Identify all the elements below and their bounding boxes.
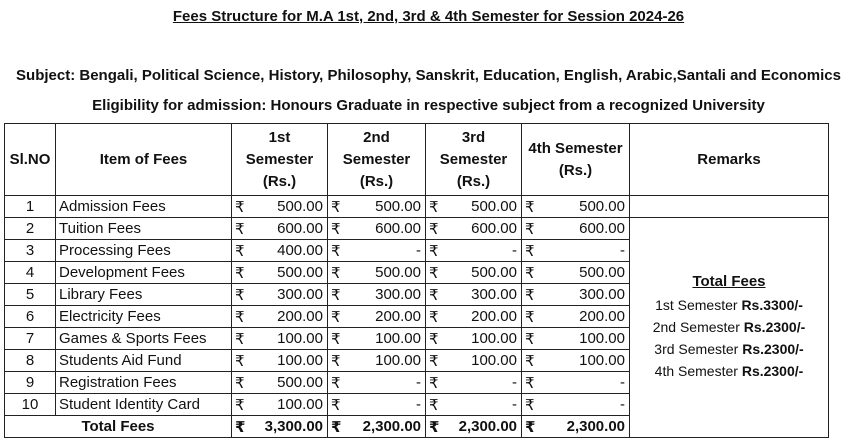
table-row	[5, 218, 829, 240]
row-amount-s3: 100.00	[452, 350, 522, 372]
row-sl: 7	[5, 328, 56, 350]
rupee-icon: ₹	[232, 372, 258, 394]
row-amount-s3: -	[452, 394, 522, 416]
rupee-icon: ₹	[522, 328, 548, 350]
row-sl: 10	[5, 394, 56, 416]
remarks-heading: Total Fees	[692, 273, 766, 290]
header-sem3-text: 3rd Semester (Rs.)	[439, 128, 508, 190]
rupee-icon: ₹	[328, 416, 354, 438]
rupee-icon: ₹	[522, 416, 548, 438]
row-amount-s4: 600.00	[548, 218, 630, 240]
rupee-icon: ₹	[328, 372, 354, 394]
rupee-icon: ₹	[232, 306, 258, 328]
rupee-icon: ₹	[232, 196, 258, 218]
rupee-icon: ₹	[232, 416, 258, 438]
remarks-line	[630, 316, 828, 338]
row-amount-s4: -	[548, 372, 630, 394]
row-amount-s1: 200.00	[258, 306, 328, 328]
row-amount-s2: -	[354, 240, 426, 262]
row-item: Student Identity Card	[56, 394, 232, 416]
header-item: Item of Fees	[56, 124, 232, 196]
row-amount-s3: 500.00	[452, 262, 522, 284]
rupee-icon: ₹	[328, 262, 354, 284]
row-item: Games & Sports Fees	[56, 328, 232, 350]
row-amount-s1: 400.00	[258, 240, 328, 262]
row-amount-s3: 500.00	[452, 196, 522, 218]
rupee-icon: ₹	[426, 240, 452, 262]
row-amount-s1: 500.00	[258, 196, 328, 218]
rupee-icon: ₹	[426, 372, 452, 394]
row-sl: 6	[5, 306, 56, 328]
header-sem4-text: 4th Semester (Rs.)	[528, 139, 623, 179]
row-amount-s1: 100.00	[258, 350, 328, 372]
rupee-icon: ₹	[328, 394, 354, 416]
row-amount-s2: 100.00	[354, 350, 426, 372]
total-label: Total Fees	[5, 416, 232, 438]
row-amount-s4: 100.00	[548, 328, 630, 350]
row-item: Registration Fees	[56, 372, 232, 394]
rupee-icon: ₹	[426, 416, 452, 438]
row-sl: 3	[5, 240, 56, 262]
row-item: Tuition Fees	[56, 218, 232, 240]
table-row	[5, 196, 829, 218]
rupee-icon: ₹	[522, 240, 548, 262]
remarks-semester-amount: Rs.3300/-	[741, 297, 803, 313]
rupee-icon: ₹	[232, 284, 258, 306]
header-sem2	[328, 124, 426, 196]
row-amount-s1: 500.00	[258, 372, 328, 394]
rupee-icon: ₹	[328, 306, 354, 328]
rupee-icon: ₹	[232, 328, 258, 350]
row-amount-s1: 100.00	[258, 394, 328, 416]
row-amount-s1: 100.00	[258, 328, 328, 350]
row-sl: 4	[5, 262, 56, 284]
total-amount-s2: 2,300.00	[354, 416, 426, 438]
header-sem3	[426, 124, 522, 196]
remarks-semester-label: 1st Semester	[655, 297, 738, 313]
row-amount-s3: 100.00	[452, 328, 522, 350]
rupee-icon: ₹	[522, 306, 548, 328]
row-amount-s4: 500.00	[548, 196, 630, 218]
remarks-semester-amount: Rs.2300/-	[742, 341, 804, 357]
row-amount-s3: -	[452, 240, 522, 262]
row-sl: 1	[5, 196, 56, 218]
rupee-icon: ₹	[426, 350, 452, 372]
row-item: Processing Fees	[56, 240, 232, 262]
row-amount-s4: -	[548, 240, 630, 262]
row-amount-s2: 200.00	[354, 306, 426, 328]
header-row	[5, 124, 829, 196]
header-sem1-text: 1st Semester (Rs.)	[245, 128, 314, 190]
row-sl: 5	[5, 284, 56, 306]
rupee-icon: ₹	[522, 262, 548, 284]
remarks-semester-label: 4th Semester	[654, 363, 738, 379]
rupee-icon: ₹	[328, 240, 354, 262]
row-amount-s3: 600.00	[452, 218, 522, 240]
row-item: Library Fees	[56, 284, 232, 306]
rupee-icon: ₹	[522, 196, 548, 218]
header-remarks: Remarks	[630, 124, 829, 196]
row-amount-s4: 100.00	[548, 350, 630, 372]
remarks-semester-label: 3rd Semester	[654, 341, 739, 357]
row-amount-s2: 500.00	[354, 262, 426, 284]
remarks-line	[630, 360, 828, 382]
fees-table	[4, 123, 829, 438]
row-amount-s3: -	[452, 372, 522, 394]
total-amount-s4: 2,300.00	[548, 416, 630, 438]
rupee-icon: ₹	[328, 328, 354, 350]
total-amount-s3: 2,300.00	[452, 416, 522, 438]
subject-line: Subject: Bengali, Political Science, History, Philosophy, Sanskrit, Education, English, Arabic,Santali and Economics	[16, 67, 841, 84]
row-amount-s2: -	[354, 394, 426, 416]
header-sem4	[522, 124, 630, 196]
rupee-icon: ₹	[232, 350, 258, 372]
rupee-icon: ₹	[522, 394, 548, 416]
rupee-icon: ₹	[328, 284, 354, 306]
eligibility-line: Eligibility for admission: Honours Graduate in respective subject from a recognized University	[92, 97, 765, 114]
row-amount-s2: -	[354, 372, 426, 394]
remarks-cell	[630, 218, 829, 438]
remarks-line	[630, 338, 828, 360]
row-amount-s1: 300.00	[258, 284, 328, 306]
rupee-icon: ₹	[522, 350, 548, 372]
row-amount-s2: 100.00	[354, 328, 426, 350]
header-sem2-text: 2nd Semester (Rs.)	[342, 128, 411, 190]
rupee-icon: ₹	[426, 306, 452, 328]
rupee-icon: ₹	[232, 240, 258, 262]
page-title: Fees Structure for M.A 1st, 2nd, 3rd & 4th Semester for Session 2024-26	[172, 8, 685, 25]
row-amount-s2: 600.00	[354, 218, 426, 240]
row-amount-s4: 500.00	[548, 262, 630, 284]
row-amount-s3: 200.00	[452, 306, 522, 328]
rupee-icon: ₹	[426, 394, 452, 416]
row-amount-s2: 500.00	[354, 196, 426, 218]
rupee-icon: ₹	[426, 284, 452, 306]
rupee-icon: ₹	[426, 196, 452, 218]
rupee-icon: ₹	[328, 350, 354, 372]
row-amount-s4: 200.00	[548, 306, 630, 328]
remarks-semester-amount: Rs.2300/-	[741, 363, 804, 379]
row-amount-s1: 500.00	[258, 262, 328, 284]
remarks-semester-label: 2nd Semester	[652, 319, 740, 335]
row-item: Development Fees	[56, 262, 232, 284]
row-amount-s4: 300.00	[548, 284, 630, 306]
total-amount-s1: 3,300.00	[258, 416, 328, 438]
row-sl: 9	[5, 372, 56, 394]
row-amount-s2: 300.00	[354, 284, 426, 306]
row-sl: 2	[5, 218, 56, 240]
header-sl: Sl.NO	[5, 124, 56, 196]
rupee-icon: ₹	[328, 196, 354, 218]
rupee-icon: ₹	[522, 284, 548, 306]
rupee-icon: ₹	[232, 218, 258, 240]
remarks-semester-amount: Rs.2300/-	[743, 319, 806, 335]
rupee-icon: ₹	[522, 372, 548, 394]
row-amount-s4: -	[548, 394, 630, 416]
row-item: Electricity Fees	[56, 306, 232, 328]
rupee-icon: ₹	[328, 218, 354, 240]
row-item: Students Aid Fund	[56, 350, 232, 372]
row-amount-s3: 300.00	[452, 284, 522, 306]
rupee-icon: ₹	[426, 328, 452, 350]
row-amount-s1: 600.00	[258, 218, 328, 240]
rupee-icon: ₹	[232, 394, 258, 416]
rupee-icon: ₹	[426, 262, 452, 284]
remarks-empty	[630, 196, 829, 218]
remarks-line	[630, 294, 828, 316]
header-sem1	[232, 124, 328, 196]
rupee-icon: ₹	[522, 218, 548, 240]
rupee-icon: ₹	[426, 218, 452, 240]
rupee-icon: ₹	[232, 262, 258, 284]
row-sl: 8	[5, 350, 56, 372]
row-item: Admission Fees	[56, 196, 232, 218]
